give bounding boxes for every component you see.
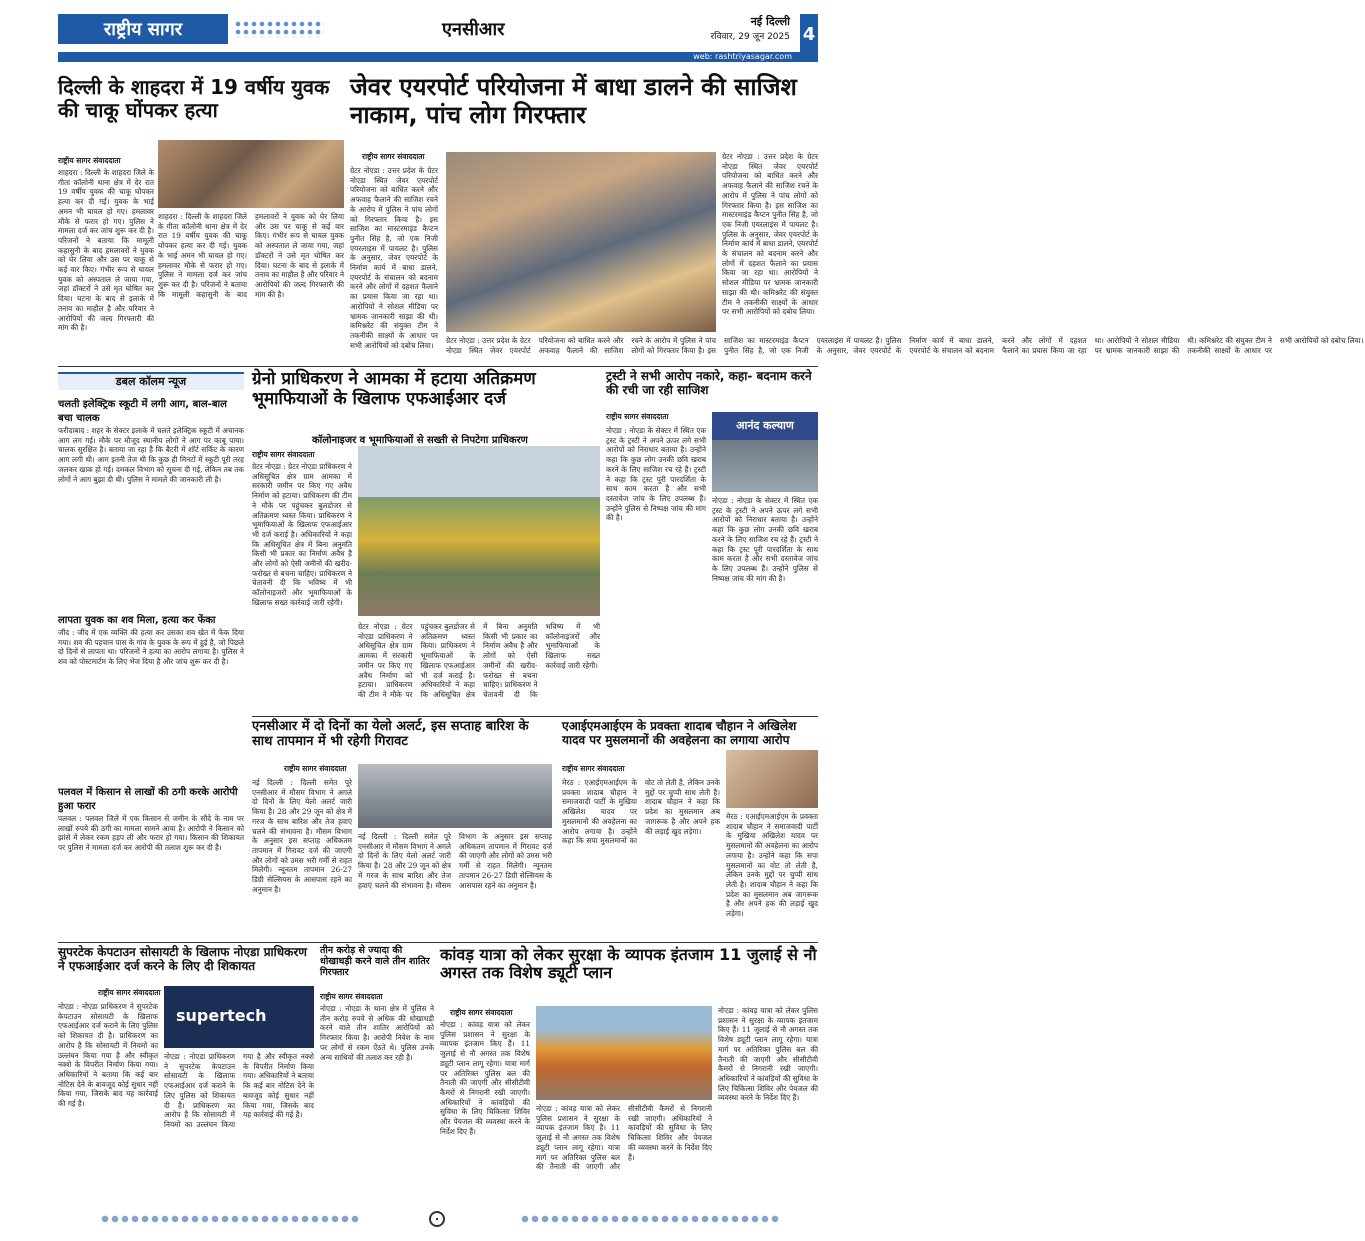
story-body: शाहदरा : दिल्ली के शाहदरा जिले के गीता कॉलोनी थाना क्षेत्र में देर रात 19 वर्षीय युवक की चाकू घोंपकर हत्या कर दी गई। युवक के भाई अमन भी घायल हो गए। हमलावर मौके से फरार हो गए। पुलिस ने मामला दर्ज कर जांच शुरू कर दी है। परिजनों ने बताया कि मामूली कहासुनी के बाद हमलावरों ने युवक को घेर लिया और उस पर चाकू से कई वार किए। गंभीर रूप से घायल युवक को अस्पताल ले जाया गया, जहां डॉक्टरों ने उसे मृत घोषित कर दिया। घटना के बाद से इलाके में तनाव का माहौल है और परिवार ने आरोपियों की जल्द गिरफ्तारी की मांग की है।	[58, 168, 154, 333]
story-body-cont: नोएडा : नोएडा के सेक्टर में स्थित एक ट्रस्ट के ट्रस्टी ने अपने ऊपर लगे सभी आरोपों को निराधार बताया है। उन्होंने कहा कि कुछ लोग उनकी छवि खराब करने के लिए साजिश रच रहे हैं। ट्रस्टी ने कहा कि ट्रस्ट पूरी पारदर्शिता के साथ काम करता है और सभी दस्तावेज जांच के लिए उपलब्ध हैं। उन्होंने पुलिस से निष्पक्ष जांच की मांग की है।	[712, 496, 818, 583]
bulldozer-photo	[358, 446, 600, 616]
trust-building-photo	[712, 412, 818, 492]
story-body-cont: ग्रेटर नोएडा : ग्रेटर नोएडा प्राधिकरण ने अधिसूचित क्षेत्र ग्राम आमका में सरकारी जमीन पर किए गए अवैध निर्माण को हटाया। प्राधिकरण की टीम ने मौके पर पहुंचकर बुलडोजर से अतिक्रमण ध्वस्त किया। प्राधिकरण ने भूमाफियाओं के खिलाफ एफआईआर भी दर्ज कराई है। अधिकारियों ने कहा कि अधिसूचित क्षेत्र में बिना अनुमति किसी भी प्रकार का निर्माण अवैध है और लोगों को ऐसी जमीनों की खरीद-फरोख्त से बचना चाहिए। प्राधिकरण ने चेतावनी दी कि भविष्य में भी कॉलोनाइजरों और भूमाफियाओं के खिलाफ सख्त कार्रवाई जारी रहेगी।	[358, 622, 600, 699]
website-bar: web: rashtriyasagar.com	[58, 52, 818, 62]
story-body: ग्रेटर नोएडा : उत्तर प्रदेश के ग्रेटर नोएडा स्थित जेवर एयरपोर्ट परियोजना को बाधित करने और अफवाह फैलाने की साजिश रचने के आरोप में पुलिस ने पांच लोगों को गिरफ्तार किया है। इस साजिश का मास्टरमाइंड कैप्टन पुनीत सिंह है, जो एक निजी एयरलाइंस में पायलट है। पुलिस के अनुसार, जेवर एयरपोर्ट के निर्माण कार्य में बाधा डालने, एयरपोर्ट के संचालन को बदनाम करने और लोगों में दहशत फैलाने का प्रयास किया जा रहा था। आरोपियों ने सोशल मीडिया पर भ्रामक जानकारी साझा की थी। कमिश्नरेट की संयुक्त टीम ने तकनीकी साक्ष्यों के आधार पर सभी आरोपियों को दबोच लिया।	[350, 166, 438, 350]
byline: राष्ट्रीय सागर संवाददाता	[98, 988, 161, 997]
story-aimim	[562, 720, 818, 942]
byline: राष्ट्रीय सागर संवाददाता	[362, 152, 425, 161]
story-body: जींद : जींद में एक व्यक्ति की हत्या कर उसका शव खेत में फेंक दिया गया। शव की पहचान पास के गांव के युवक के रूप में हुई है, जो पिछले दो दिनों से लापता था। परिजनों ने हत्या का आरोप लगाया है। पुलिस ने शव को पोस्टमार्टम के लिए भेज दिया है और जांच शुरू कर दी है।	[58, 628, 244, 667]
footer-dots-right	[520, 1212, 780, 1226]
story-jewar	[350, 73, 1364, 364]
headline: ग्रेनो प्राधिकरण ने आमका में हटाया अतिक्रमण भूमाफियाओं के खिलाफ एफआईआर दर्ज	[252, 369, 536, 409]
story-missing-youth	[58, 610, 244, 774]
byline: राष्ट्रीय सागर संवाददाता	[320, 992, 383, 1001]
divider	[58, 366, 818, 367]
story-body: पलवल : पलवल जिले में एक किसान से जमीन के सौदे के नाम पर लाखों रुपये की ठगी का मामला सामने आया है। आरोपी ने किसान को झांसे में लेकर रकम हड़प ली और फरार हो गया। किसान की शिकायत पर पुलिस ने मामला दर्ज कर आरोपी की तलाश शुरू कर दी है।	[58, 814, 244, 853]
story-body-side: ग्रेटर नोएडा : उत्तर प्रदेश के ग्रेटर नोएडा स्थित जेवर एयरपोर्ट परियोजना को बाधित करने और अफवाह फैलाने की साजिश रचने के आरोप में पुलिस ने पांच लोगों को गिरफ्तार किया है। इस साजिश का मास्टरमाइंड कैप्टन पुनीत सिंह है, जो एक निजी एयरलाइंस में पायलट है। पुलिस के अनुसार, जेवर एयरपोर्ट के निर्माण कार्य में बाधा डालने, एयरपोर्ट के संचालन को बदनाम करने और लोगों में दहशत फैलाने का प्रयास किया जा रहा था। आरोपियों ने सोशल मीडिया पर भ्रामक जानकारी साझा की थी। कमिश्नरेट की संयुक्त टीम ने तकनीकी साक्ष्यों के आधार पर सभी आरोपियों को दबोच लिया।	[722, 152, 818, 317]
trust-sign-text: आनंद कल्याण	[736, 419, 794, 432]
headline: जेवर एयरपोर्ट परियोजना में बाधा डालने की साजिश नाकाम, पांच लोग गिरफ्तार	[350, 73, 797, 129]
byline: राष्ट्रीय सागर संवाददाता	[58, 156, 121, 165]
headline: ट्रस्टी ने सभी आरोप नकारे, कहा- बदनाम करने की रची जा रही साजिश	[606, 369, 812, 397]
story-body: मेरठ : एआईएमआईएम के प्रवक्ता शादाब चौहान ने समाजवादी पार्टी के मुखिया अखिलेश यादव पर मुसलमानों की अवहेलना का आरोप लगाया है। उन्होंने कहा कि सपा मुसलमानों का वोट तो लेती है, लेकिन उनके मुद्दों पर चुप्पी साध लेती है। शादाब चौहान ने कहा कि प्रदेश का मुसलमान अब जागरूक है और अपने हक की लड़ाई खुद लड़ेगा।	[562, 778, 720, 846]
subhead: कॉलोनाइजर व भूमाफियाओं से सख्ती से निपटेगा प्राधिकरण	[312, 435, 528, 446]
story-body: फरीदाबाद : शहर के सेक्टर इलाके में चलते इलेक्ट्रिक स्कूटी में अचानक आग लग गई। मौके पर मौजूद स्थानीय लोगों ने आग पर काबू पाया। चालक सुरक्षित है। बताया जा रहा है कि बैटरी में शॉर्ट सर्किट के कारण आग लगी थी। आग इतनी तेज थी कि कुछ ही मिनटों में स्कूटी पूरी तरह जलकर खाक हो गई। दमकल विभाग को सूचना दी गई, लेकिन तब तक लोगों ने आग बुझा दी थी। पुलिस ने मामले की जानकारी ली है।	[58, 426, 244, 484]
byline: राष्ट्रीय सागर संवाददाता	[450, 1008, 513, 1017]
story-palwal	[58, 782, 244, 920]
story-shahdara	[58, 76, 348, 362]
byline: राष्ट्रीय सागर संवाददाता	[252, 450, 315, 459]
aimim-spokesperson-photo	[726, 750, 818, 808]
masthead	[58, 14, 818, 62]
story-body: नोएडा : नोएडा प्राधिकरण ने सुपरटेक केपटाउन सोसायटी के खिलाफ एफआईआर दर्ज कराने के लिए पुलिस को शिकायत दी है। प्राधिकरण का आरोप है कि सोसायटी में नियमों का उल्लंघन किया गया है और स्वीकृत नक्शे के विपरीत निर्माण किया गया। अधिकारियों ने बताया कि कई बार नोटिस देने के बावजूद कोई सुधार नहीं किया गया, जिसके बाद यह कार्रवाई की गई है।	[58, 1002, 158, 1109]
story-body-cont: शाहदरा : दिल्ली के शाहदरा जिले के गीता कॉलोनी थाना क्षेत्र में देर रात 19 वर्षीय युवक की चाकू घोंपकर हत्या कर दी गई। युवक के भाई अमन भी घायल हो गए। हमलावर मौके से फरार हो गए। पुलिस ने मामला दर्ज कर जांच शुरू कर दी है। परिजनों ने बताया कि मामूली कहासुनी के बाद हमलावरों ने युवक को घेर लिया और उस पर चाकू से कई वार किए। गंभीर रूप से घायल युवक को अस्पताल ले जाया गया, जहां डॉक्टरों ने उसे मृत घोषित कर दिया। घटना के बाद से इलाके में तनाव का माहौल है और परिवार ने आरोपियों की जल्द गिरफ्तारी की मांग की है।	[158, 212, 344, 299]
headline: एनसीआर में दो दिनों का येलो अलर्ट, इस सप्ताह बारिश के साथ तापमान में भी रहेगी गिरावट	[252, 719, 529, 749]
headline: पलवल में किसान से लाखों की ठगी करके आरोपी हुआ फरार	[58, 787, 238, 812]
date-label: रविवार, 29 जून 2025	[710, 32, 790, 42]
jewar-arrest-photo	[446, 152, 716, 332]
byline: राष्ट्रीय सागर संवाददाता	[606, 412, 669, 421]
headline: चलती इलेक्ट्रिक स्कूटी में लगी आग, बाल-बाल बचा चालक	[58, 399, 227, 424]
story-supertech	[58, 946, 314, 1208]
story-body: नोएडा : नोएडा के थाना क्षेत्र में पुलिस ने तीन करोड़ रुपये से अधिक की धोखाधड़ी करने वाले तीन शातिर आरोपियों को गिरफ्तार किया है। आरोपी निवेश के नाम पर लोगों से रकम ऐंठते थे। पुलिस उनके अन्य साथियों की तलाश कर रही है।	[320, 1004, 434, 1062]
supertech-logo-text: supertech	[176, 1006, 267, 1025]
story-body-cont: नोएडा : नोएडा प्राधिकरण ने सुपरटेक केपटाउन सोसायटी के खिलाफ एफआईआर दर्ज कराने के लिए पुलिस को शिकायत दी है। प्राधिकरण का आरोप है कि सोसायटी में नियमों का उल्लंघन किया गया है और स्वीकृत नक्शे के विपरीत निर्माण किया गया। अधिकारियों ने बताया कि कई बार नोटिस देने के बावजूद कोई सुधार नहीं किया गया, जिसके बाद यह कार्रवाई की गई है।	[164, 1052, 314, 1129]
city-label: नई दिल्ली	[750, 15, 790, 28]
story-body-cont: नोएडा : कांवड़ यात्रा को लेकर पुलिस प्रशासन ने सुरक्षा के व्यापक इंतजाम किए हैं। 11 जुलाई से नौ अगस्त तक विशेष ड्यूटी प्लान लागू रहेगा। यात्रा मार्ग पर अतिरिक्त पुलिस बल की तैनाती की जाएगी और सीसीटीवी कैमरों से निगरानी रखी जाएगी। अधिकारियों ने कांवड़ियों की सुविधा के लिए चिकित्सा शिविर और पेयजल की व्यवस्था करने के निर्देश दिए हैं।	[536, 1104, 712, 1172]
story-body-cont: नई दिल्ली : दिल्ली समेत पूरे एनसीआर में मौसम विभाग ने अगले दो दिनों के लिए येलो अलर्ट जारी किया है। 28 और 29 जून को क्षेत्र में गरज के साथ बारिश और तेज हवाएं चलने की संभावना है। मौसम विभाग के अनुसार इस सप्ताह अधिकतम तापमान में गिरावट दर्ज की जाएगी और लोगों को उमस भरी गर्मी से राहत मिलेगी। न्यूनतम तापमान 26-27 डिग्री सेल्सियस के आसपास रहने का अनुमान है।	[358, 832, 552, 890]
story-scooty	[58, 394, 244, 604]
story-body-side: नोएडा : कांवड़ यात्रा को लेकर पुलिस प्रशासन ने सुरक्षा के व्यापक इंतजाम किए हैं। 11 जुलाई से नौ अगस्त तक विशेष ड्यूटी प्लान लागू रहेगा। यात्रा मार्ग पर अतिरिक्त पुलिस बल की तैनाती की जाएगी और सीसीटीवी कैमरों से निगरानी रखी जाएगी। अधिकारियों ने कांवड़ियों की सुविधा के लिए चिकित्सा शिविर और पेयजल की व्यवस्था करने के निर्देश दिए हैं।	[718, 1006, 818, 1103]
headline: सुपरटेक केपटाउन सोसायटी के खिलाफ नोएडा प्राधिकरण ने एफआईआर दर्ज करने के लिए दी शिकायत	[58, 945, 307, 973]
divider	[252, 716, 818, 717]
story-body: नोएडा : नोएडा के सेक्टर में स्थित एक ट्रस्ट के ट्रस्टी ने अपने ऊपर लगे सभी आरोपों को निराधार बताया है। उन्होंने कहा कि कुछ लोग उनकी छवि खराब करने के लिए साजिश रच रहे हैं। ट्रस्टी ने कहा कि ट्रस्ट पूरी पारदर्शिता के साथ काम करता है और सभी दस्तावेज जांच के लिए उपलब्ध हैं। उन्होंने पुलिस से निष्पक्ष जांच की मांग की है।	[606, 426, 706, 523]
story-body-cont: मेरठ : एआईएमआईएम के प्रवक्ता शादाब चौहान ने समाजवादी पार्टी के मुखिया अखिलेश यादव पर मुसलमानों की अवहेलना का आरोप लगाया है। उन्होंने कहा कि सपा मुसलमानों का वोट तो लेती है, लेकिन उनके मुद्दों पर चुप्पी साध लेती है। शादाब चौहान ने कहा कि प्रदेश का मुसलमान अब जागरूक है और अपने हक की लड़ाई खुद लड़ेगा।	[726, 812, 818, 919]
supertech-sign-photo	[164, 986, 314, 1048]
story-weather	[252, 720, 552, 942]
story-body: ग्रेटर नोएडा : ग्रेटर नोएडा प्राधिकरण ने अधिसूचित क्षेत्र ग्राम आमका में सरकारी जमीन पर किए गए अवैध निर्माण को हटाया। प्राधिकरण की टीम ने मौके पर पहुंचकर बुलडोजर से अतिक्रमण ध्वस्त किया। प्राधिकरण ने भूमाफियाओं के खिलाफ एफआईआर भी दर्ज कराई है। अधिकारियों ने कहा कि अधिसूचित क्षेत्र में बिना अनुमति किसी भी प्रकार का निर्माण अवैध है और लोगों को ऐसी जमीनों की खरीद-फरोख्त से बचना चाहिए। प्राधिकरण ने चेतावनी दी कि भविष्य में भी कॉलोनाइजरों और भूमाफियाओं के खिलाफ सख्त कार्रवाई जारी रहेगी।	[252, 462, 352, 607]
rain-photo	[358, 764, 552, 828]
headline: लापता युवक का शव मिला, हत्या कर फेंका	[58, 615, 216, 626]
story-greno	[252, 370, 600, 712]
headline: एआईएमआईएम के प्रवक्ता शादाब चौहान ने अखिलेश यादव पर मुसलमानों की अवहेलना का लगाया आरोप	[562, 719, 797, 747]
story-kanwar	[440, 946, 818, 1208]
brand-name: राष्ट्रीय सागर	[58, 14, 228, 44]
kanwar-procession-photo	[536, 1006, 712, 1100]
story-body: नोएडा : कांवड़ यात्रा को लेकर पुलिस प्रशासन ने सुरक्षा के व्यापक इंतजाम किए हैं। 11 जुलाई से नौ अगस्त तक विशेष ड्यूटी प्लान लागू रहेगा। यात्रा मार्ग पर अतिरिक्त पुलिस बल की तैनाती की जाएगी और सीसीटीवी कैमरों से निगरानी रखी जाएगी। अधिकारियों ने कांवड़ियों की सुविधा के लिए चिकित्सा शिविर और पेयजल की व्यवस्था करने के निर्देश दिए हैं।	[440, 1020, 530, 1136]
footer-dots-left	[100, 1212, 360, 1226]
double-column-label: डबल कॉलम न्यूज	[58, 372, 244, 390]
story-body: नई दिल्ली : दिल्ली समेत पूरे एनसीआर में मौसम विभाग ने अगले दो दिनों के लिए येलो अलर्ट जारी किया है। 28 और 29 जून को क्षेत्र में गरज के साथ बारिश और तेज हवाएं चलने की संभावना है। मौसम विभाग के अनुसार इस सप्ताह अधिकतम तापमान में गिरावट दर्ज की जाएगी और लोगों को उमस भरी गर्मी से राहत मिलेगी। न्यूनतम तापमान 26-27 डिग्री सेल्सियस के आसपास रहने का अनुमान है।	[252, 778, 352, 894]
story-trust	[606, 370, 818, 712]
story-fraud	[320, 946, 434, 1208]
edition-label: एनसीआर	[442, 19, 505, 40]
date-box	[668, 14, 796, 54]
headline: तीन करोड़ से ज्यादा की धोखाधड़ी करने वाले तीन शातिर गिरफ्तार	[320, 945, 430, 978]
byline: राष्ट्रीय सागर संवाददाता	[284, 764, 347, 773]
registration-mark-icon	[429, 1211, 445, 1227]
shahdara-photo	[158, 140, 344, 208]
story-body-cont: ग्रेटर नोएडा : उत्तर प्रदेश के ग्रेटर नोएडा स्थित जेवर एयरपोर्ट परियोजना को बाधित करने और अफवाह फैलाने की साजिश रचने के आरोप में पुलिस ने पांच लोगों को गिरफ्तार किया है। इस साजिश का मास्टरमाइंड कैप्टन पुनीत सिंह है, जो एक निजी एयरलाइंस में पायलट है। पुलिस के अनुसार, जेवर एयरपोर्ट के निर्माण कार्य में बाधा डालने, एयरपोर्ट के संचालन को बदनाम करने और लोगों में दहशत फैलाने का प्रयास किया जा रहा था। आरोपियों ने सोशल मीडिया पर भ्रामक जानकारी साझा की थी। कमिश्नरेट की संयुक्त टीम ने तकनीकी साक्ष्यों के आधार पर सभी आरोपियों को दबोच लिया।	[446, 336, 1364, 355]
divider	[58, 942, 818, 943]
masthead-dots	[234, 20, 324, 38]
headline: कांवड़ यात्रा को लेकर सुरक्षा के व्यापक इंतजाम 11 जुलाई से नौ अगस्त तक विशेष ड्यूटी प्लान	[440, 945, 817, 983]
byline: राष्ट्रीय सागर संवाददाता	[562, 764, 625, 773]
headline: दिल्ली के शाहदरा में 19 वर्षीय युवक की चाकू घोंपकर हत्या	[58, 75, 330, 122]
page-number: 4	[800, 14, 818, 54]
